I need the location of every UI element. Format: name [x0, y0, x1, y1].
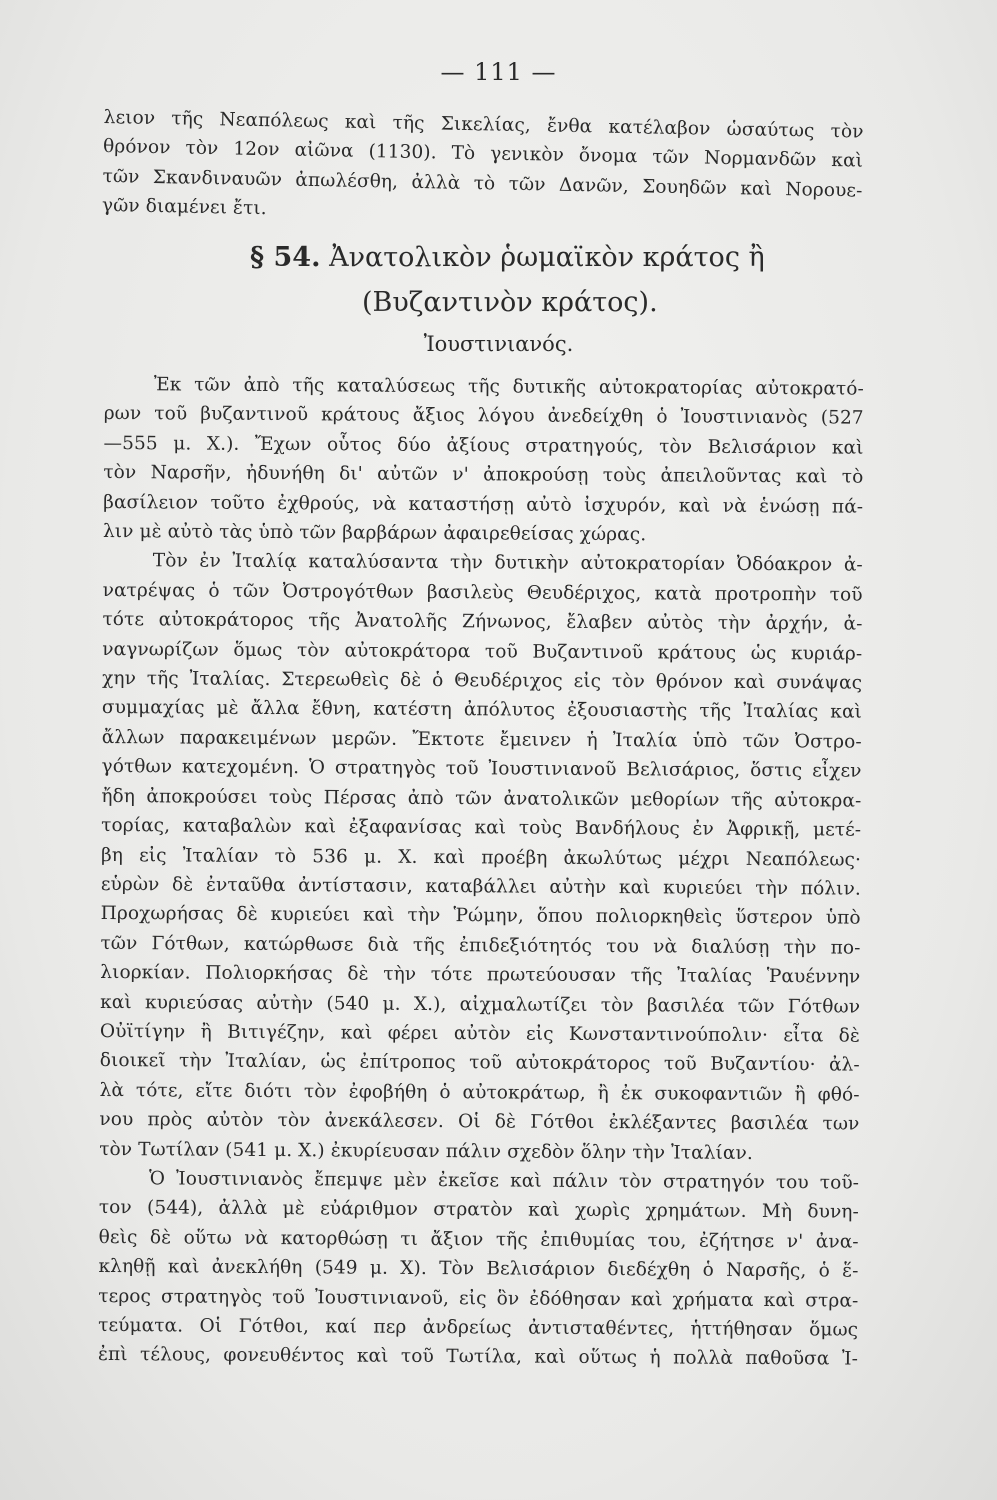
text-line: θρόνον τὸν 12ον αἰῶνα (1130). Τὸ γενικὸν ὄνομα τῶν Νορμανδῶν καὶ	[102, 136, 864, 172]
text-line: χην τῆς Ἰταλίας. Στερεωθεὶς δὲ ὁ Θευδέριχος εἰς τὸν θρόνον καὶ συνάψας	[102, 668, 863, 694]
text-line: γότθων κατεχομένη. Ὁ στρατηγὸς τοῦ Ἰουστινιανοῦ Βελισάριος, ὅστις εἶχεν	[101, 756, 862, 782]
text-line: νου πρὸς αὐτὸν τὸν ἀνεκάλεσεν. Οἱ δὲ Γότθοι ἐκλέξαντες βασιλέα των	[99, 1109, 860, 1135]
text-line: εὑρὼν δὲ ἐνταῦθα ἀντίστασιν, καταβάλλει αὐτὴν καὶ κυριεύει τὴν πόλιν.	[100, 873, 861, 900]
text-line: τὸν Ναρσῆν, ἠδυνήθη δι' αὐτῶν ν' ἀποκρούσῃ τοὺς ἀπειλοῦντας καὶ τὸ	[103, 462, 864, 488]
text-line: διοικεῖ τὴν Ἰταλίαν, ὡς ἐπίτροπος τοῦ αὐτοκράτορος τοῦ Βυζαντίου· ἀλ-	[99, 1050, 860, 1076]
text-line: τον (544), ἀλλὰ μὲ εὐάριθμον στρατὸν καὶ χωρὶς χρημάτων. Μὴ δυνη-	[98, 1197, 859, 1224]
section-title	[250, 236, 765, 280]
text-line: τὸν Τωτίλαν (541 μ. Χ.) ἐκυρίευσαν πάλιν σχεδὸν ὅλην τὴν Ἰταλίαν.	[99, 1138, 753, 1164]
text-line: κληθῇ καὶ ἀνεκλήθη (549 μ. Χ). Τὸν Βελισάριον διεδέχθη ὁ Ναρσῆς, ὁ ἕ-	[98, 1256, 859, 1282]
section-subtitle: (Βυζαντινὸν κράτος).	[362, 287, 658, 318]
text-line: λειον τῆς Νεαπόλεως καὶ τῆς Σικελίας, ἔνθα κατέλαβον ὡσαύτως τὸν	[103, 106, 864, 143]
text-line: Οὐϊτίγην ἢ Βιτιγέζην, καὶ φέρει αὐτὸν εἰς Κωνσταντινούπολιν· εἶτα δὲ	[99, 1020, 861, 1047]
text-line: Ἐκ τῶν ἀπὸ τῆς καταλύσεως τῆς δυτικῆς αὐτοκρατορίας αὐτοκρατό-	[153, 374, 864, 400]
text-line: γῶν διαμένει ἔτι.	[101, 195, 267, 220]
text-line: τερος στρατηγὸς τοῦ Ἰουστινιανοῦ, εἰς ὃν ἐδόθησαν καὶ χρήματα καὶ στρα-	[98, 1285, 859, 1312]
text-line: συμμαχίας μὲ ἄλλα ἔθνη, κατέστη ἀπόλυτος ἐξουσιαστὴς τῆς Ἰταλίας καὶ	[101, 697, 862, 724]
text-line: βασίλειον τοῦτο ἐχθρούς, νὰ καταστήσῃ αὐτὸ ἰσχυρόν, καὶ νὰ ἑνώσῃ πά-	[103, 491, 864, 518]
text-line: τῶν Γότθων, κατώρθωσε διὰ τῆς ἐπιδεξιότητός του νὰ διαλύσῃ τὴν πο-	[100, 932, 861, 959]
text-line: Προχωρήσας δὲ κυριεύει καὶ τὴν Ῥώμην, ὅπου πολιορκηθεὶς ὕστερον ὑπὸ	[100, 903, 861, 929]
section-number: § 54.	[250, 242, 321, 273]
text-line: —555 μ. Χ.). Ἔχων οὗτος δύο ἀξίους στρατηγούς, τὸν Βελισάριον καὶ	[103, 432, 864, 459]
text-line: ἐπὶ τέλους, φονευθέντος καὶ τοῦ Τωτίλα, καὶ οὕτως ἡ πολλὰ παθοῦσα Ἰ-	[97, 1344, 859, 1371]
text-line: λιορκίαν. Πολιορκήσας δὲ τὴν τότε πρωτεύουσαν τῆς Ἰταλίας Ῥαυέννην	[100, 962, 861, 988]
text-line: λὰ τότε, εἴτε διότι τὸν ἐφοβήθη ὁ αὐτοκράτωρ, ἢ ἐκ συκοφαντιῶν ἢ φθό-	[99, 1079, 860, 1106]
body-text	[98, 370, 864, 1374]
text-line: Ὁ Ἰουστινιανὸς ἔπεμψε μὲν ἐκεῖσε καὶ πάλιν τὸν στρατηγόν του τοῦ-	[148, 1168, 860, 1194]
text-line: τορίας, καταβαλὼν καὶ ἐξαφανίσας καὶ τοὺς Βανδήλους ἐν Ἀφρικῇ, μετέ-	[101, 815, 862, 841]
subheading: Ἰουστινιανός.	[423, 332, 574, 356]
text-line: καὶ κυριεύσας αὐτὴν (540 μ. Χ.), αἰχμαλωτίζει τὸν βασιλέα τῶν Γότθων	[100, 991, 861, 1018]
section-title-text: Ἀνατολικὸν ῥωμαϊκὸν κράτος ἢ	[329, 242, 765, 273]
text-line: ρων τοῦ βυζαντινοῦ κράτους ἄξιος λόγου ἀνεδείχθη ὁ Ἰουστινιανὸς (527	[103, 403, 864, 430]
text-line: ἤδη ἀποκρούσει τοὺς Πέρσας ἀπὸ τῶν ἀνατολικῶν μεθορίων τῆς αὐτοκρα-	[101, 785, 862, 812]
text-line: θεὶς δὲ οὕτω νὰ κατορθώσῃ τι ἄξιον τῆς ἐπιθυμίας του, ἐζήτησε ν' ἀνα-	[98, 1226, 859, 1253]
text-line: Τὸν ἐν Ἰταλίᾳ καταλύσαντα τὴν δυτικὴν αὐτοκρατορίαν Ὀδόακρον ἀ-	[152, 550, 863, 577]
text-line: λιν μὲ αὐτὸ τὰς ὑπὸ τῶν βαρβάρων ἀφαιρεθείσας χώρας.	[102, 521, 647, 546]
text-line: βη εἰς Ἰταλίαν τὸ 536 μ. Χ. καὶ προέβη ἀκωλύτως μέχρι Νεαπόλεως·	[100, 844, 862, 871]
text-line: ναγνωρίζων ὅμως τὸν αὐτοκράτορα τοῦ Βυζαντινοῦ κράτους ὡς κυριάρ-	[102, 638, 863, 665]
text-line: ἄλλων παρακειμένων μερῶν. Ἔκτοτε ἔμεινεν ἡ Ἰταλία ὑπὸ τῶν Ὀστρο-	[101, 726, 862, 753]
page-number: — 111 —	[440, 58, 557, 86]
text-line: τῶν Σκανδιναυῶν ἀπωλέσθη, ἀλλὰ τὸ τῶν Δανῶν, Σουηδῶν καὶ Νορουε-	[102, 165, 863, 202]
text-line: τότε αὐτοκράτορος τῆς Ἀνατολῆς Ζήνωνος, ἔλαβεν αὐτὸς τὴν ἀρχήν, ἀ-	[102, 609, 863, 635]
intro-paragraph	[102, 103, 864, 235]
text-line: νατρέψας ὁ τῶν Ὀστρογότθων βασιλεὺς Θευδέριχος, κατὰ προτροπὴν τοῦ	[102, 579, 863, 606]
text-line: τεύματα. Οἱ Γότθοι, καί περ ἀνδρείως ἀντισταθέντες, ἡττήθησαν ὅμως	[98, 1314, 859, 1341]
